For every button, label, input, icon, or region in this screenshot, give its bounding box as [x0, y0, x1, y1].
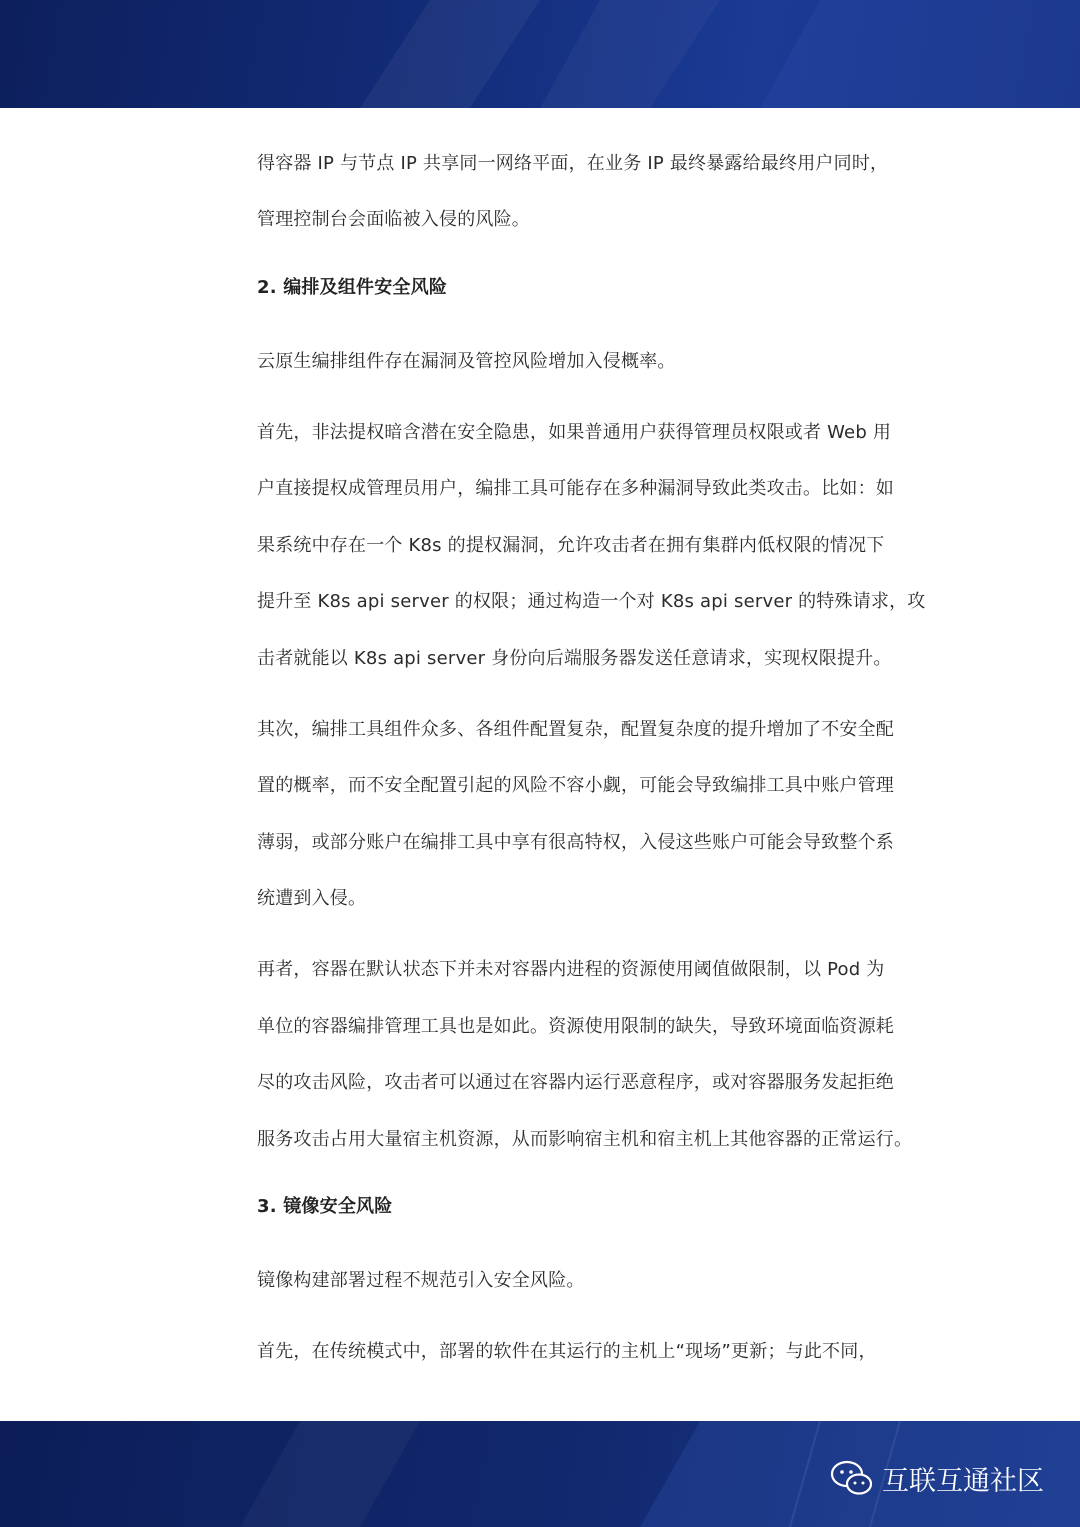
brand-name: 互联互通社区: [882, 1465, 1044, 1497]
paragraph-line: 管理控制台会面临被入侵的风险。: [257, 209, 530, 230]
paragraph-line: 击者就能以 K8s api server 身份向后端服务器发送任意请求，实现权限提升。: [257, 648, 892, 669]
paragraph-line: 得容器 IP 与节点 IP 共享同一网络平面，在业务 IP 最终暴露给最终用户同时，: [257, 153, 889, 174]
wechat-icon: [830, 1458, 874, 1498]
paragraph-line: 置的概率，而不安全配置引起的风险不容小觑，可能会导致编排工具中账户管理: [257, 775, 894, 796]
brand-watermark: [830, 1458, 1044, 1498]
header-decoration: [0, 0, 1080, 108]
section-heading: 3. 镜像安全风险: [257, 1196, 393, 1217]
paragraph-line: 薄弱，或部分账户在编排工具中享有很高特权，入侵这些账户可能会导致整个系: [257, 832, 894, 853]
section-heading: 2. 编排及组件安全风险: [257, 277, 448, 298]
paragraph-line: 单位的容器编排管理工具也是如此。资源使用限制的缺失，导致环境面临资源耗: [257, 1016, 894, 1037]
paragraph-line: 首先，非法提权暗含潜在安全隐患，如果普通用户获得管理员权限或者 Web 用: [257, 422, 892, 443]
paragraph-line: 尽的攻击风险，攻击者可以通过在容器内运行恶意程序，或对容器服务发起拒绝: [257, 1072, 894, 1093]
paragraph-line: 再者，容器在默认状态下并未对容器内进程的资源使用阈值做限制，以 Pod 为: [257, 959, 885, 980]
paragraph-line: 云原生编排组件存在漏洞及管控风险增加入侵概率。: [257, 351, 676, 372]
paragraph-line: 镜像构建部署过程不规范引入安全风险。: [257, 1270, 585, 1291]
paragraph-line: 首先，在传统模式中，部署的软件在其运行的主机上“现场”更新；与此不同，: [257, 1341, 877, 1362]
paragraph-line: 提升至 K8s api server 的权限；通过构造一个对 K8s api server 的特殊请求，攻: [257, 591, 926, 612]
paragraph-line: 户直接提权成管理员用户，编排工具可能存在多种漏洞导致此类攻击。比如：如: [257, 478, 894, 499]
paragraph-line: 服务攻击占用大量宿主机资源，从而影响宿主机和宿主机上其他容器的正常运行。: [257, 1129, 913, 1150]
paragraph-line: 果系统中存在一个 K8s 的提权漏洞，允许攻击者在拥有集群内低权限的情况下: [257, 535, 885, 556]
paragraph-line: 其次，编排工具组件众多、各组件配置复杂，配置复杂度的提升增加了不安全配: [257, 719, 894, 740]
paragraph-line: 统遭到入侵。: [257, 888, 367, 909]
header-banner: [0, 0, 1080, 108]
